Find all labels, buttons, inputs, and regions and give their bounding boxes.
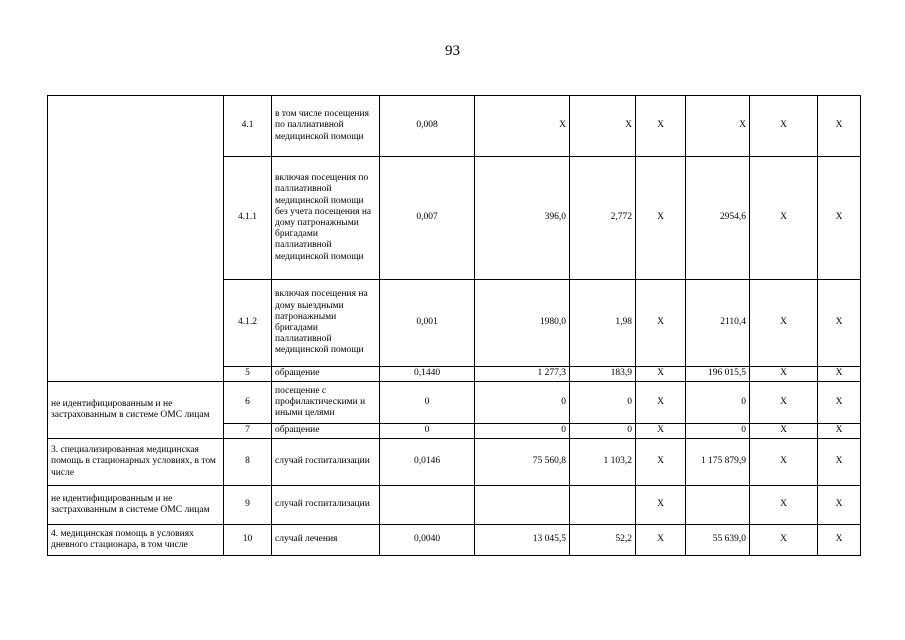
page-number: 93 bbox=[445, 43, 460, 59]
x-cell: X bbox=[636, 486, 686, 525]
row-number: 7 bbox=[224, 424, 272, 439]
row-number: 4.1 bbox=[224, 96, 272, 157]
volume-cell bbox=[380, 486, 475, 525]
cost-cell: 1 277,3 bbox=[475, 367, 570, 382]
total-cell: 55 639,0 bbox=[686, 525, 750, 556]
x-cell: X bbox=[818, 367, 861, 382]
cost-cell bbox=[475, 486, 570, 525]
category-cell bbox=[48, 96, 224, 382]
x-cell: X bbox=[818, 439, 861, 486]
x-cell: X bbox=[750, 280, 818, 367]
volume-cell: 0 bbox=[380, 424, 475, 439]
unit-cell: обращение bbox=[272, 367, 380, 382]
x-cell: X bbox=[750, 96, 818, 157]
x-cell: X bbox=[636, 157, 686, 280]
x-cell: X bbox=[750, 424, 818, 439]
x-cell: X bbox=[818, 157, 861, 280]
category-cell: не идентифицированным и не застрахованным в системе ОМС лицам bbox=[48, 486, 224, 525]
x-cell: X bbox=[636, 439, 686, 486]
total-cell: 1 175 879,9 bbox=[686, 439, 750, 486]
x-cell: X bbox=[818, 424, 861, 439]
cost-cell: 75 560,8 bbox=[475, 439, 570, 486]
x-cell: X bbox=[750, 367, 818, 382]
unit-cell: посещение с профилактическими и иными целями bbox=[272, 382, 380, 424]
category-cell: 4. медицинская помощь в условиях дневного стационара, в том числе bbox=[48, 525, 224, 556]
x-cell: X bbox=[750, 382, 818, 424]
x-cell: X bbox=[818, 96, 861, 157]
row-number: 4.1.2 bbox=[224, 280, 272, 367]
x-cell: X bbox=[636, 525, 686, 556]
x-cell: X bbox=[818, 525, 861, 556]
table-row bbox=[48, 486, 861, 525]
x-cell: X bbox=[636, 280, 686, 367]
table-row bbox=[48, 382, 861, 424]
x-cell: X bbox=[636, 382, 686, 424]
unit-cell: случай госпитализации bbox=[272, 439, 380, 486]
total-cell: X bbox=[686, 96, 750, 157]
unit-cell: обращение bbox=[272, 424, 380, 439]
x-cell: X bbox=[750, 525, 818, 556]
x-cell: X bbox=[636, 424, 686, 439]
per-capita-cell: 1 103,2 bbox=[570, 439, 636, 486]
cost-cell: 0 bbox=[475, 424, 570, 439]
table-row bbox=[48, 439, 861, 486]
row-number: 4.1.1 bbox=[224, 157, 272, 280]
cost-cell: X bbox=[475, 96, 570, 157]
volume-cell: 0,1440 bbox=[380, 367, 475, 382]
x-cell: X bbox=[750, 157, 818, 280]
volume-cell: 0,001 bbox=[380, 280, 475, 367]
table-row bbox=[48, 525, 861, 556]
x-cell: X bbox=[818, 382, 861, 424]
cost-cell: 0 bbox=[475, 382, 570, 424]
total-cell: 0 bbox=[686, 382, 750, 424]
x-cell: X bbox=[750, 486, 818, 525]
volume-cell: 0,007 bbox=[380, 157, 475, 280]
volume-cell: 0,0040 bbox=[380, 525, 475, 556]
unit-cell: включая посещения по паллиативной медицинской помощи без учета посещения на дому патронажными бригадами паллиативной медицинской помощи bbox=[272, 157, 380, 280]
per-capita-cell: X bbox=[570, 96, 636, 157]
volume-cell: 0 bbox=[380, 382, 475, 424]
unit-cell: в том числе посещения по паллиативной медицинской помощи bbox=[272, 96, 380, 157]
category-cell: не идентифицированным и не застрахованным в системе ОМС лицам bbox=[48, 382, 224, 439]
per-capita-cell: 2,772 bbox=[570, 157, 636, 280]
per-capita-cell: 1,98 bbox=[570, 280, 636, 367]
volume-cell: 0,008 bbox=[380, 96, 475, 157]
cost-cell: 396,0 bbox=[475, 157, 570, 280]
x-cell: X bbox=[750, 439, 818, 486]
row-number: 8 bbox=[224, 439, 272, 486]
unit-cell: случай лечения bbox=[272, 525, 380, 556]
x-cell: X bbox=[636, 96, 686, 157]
total-cell: 2110,4 bbox=[686, 280, 750, 367]
row-number: 6 bbox=[224, 382, 272, 424]
category-cell: 3. специализированная медицинская помощь в стационарных условиях, в том числе bbox=[48, 439, 224, 486]
total-cell bbox=[686, 486, 750, 525]
total-cell: 196 015,5 bbox=[686, 367, 750, 382]
row-number: 10 bbox=[224, 525, 272, 556]
per-capita-cell: 0 bbox=[570, 382, 636, 424]
per-capita-cell: 52,2 bbox=[570, 525, 636, 556]
unit-cell: случай госпитализации bbox=[272, 486, 380, 525]
cost-cell: 1980,0 bbox=[475, 280, 570, 367]
x-cell: X bbox=[818, 280, 861, 367]
total-cell: 0 bbox=[686, 424, 750, 439]
x-cell: X bbox=[636, 367, 686, 382]
volume-cell: 0,0146 bbox=[380, 439, 475, 486]
x-cell: X bbox=[818, 486, 861, 525]
table-row bbox=[48, 96, 861, 157]
row-number: 9 bbox=[224, 486, 272, 525]
per-capita-cell bbox=[570, 486, 636, 525]
row-number: 5 bbox=[224, 367, 272, 382]
total-cell: 2954,6 bbox=[686, 157, 750, 280]
per-capita-cell: 183,9 bbox=[570, 367, 636, 382]
per-capita-cell: 0 bbox=[570, 424, 636, 439]
unit-cell: включая посещения на дому выездными патронажными бригадами паллиативной медицинской помощи bbox=[272, 280, 380, 367]
financing-table bbox=[47, 95, 861, 556]
cost-cell: 13 045,5 bbox=[475, 525, 570, 556]
